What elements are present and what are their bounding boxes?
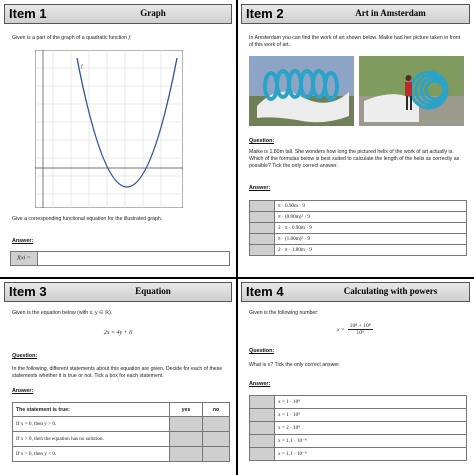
option-checkbox[interactable] [250,422,275,435]
option-checkbox[interactable] [250,245,275,256]
option-checkbox[interactable] [250,212,275,223]
option-row [250,245,467,256]
no-checkbox[interactable] [203,417,230,432]
option-label: x = 1,1 · 10⁻⁸ [275,448,467,461]
option-row [250,435,467,448]
item-4-label: Item 4 [246,284,284,299]
option-checkbox[interactable] [250,435,275,448]
helix-photo-1-drawing [249,56,354,126]
item-1-panel [4,4,232,274]
option-label: x = 1,1 · 10⁻⁸ [275,435,467,448]
item-2-title: Art in Amsterdam [355,8,426,18]
item-1-intro [12,35,132,42]
item-4-panel [241,282,470,472]
option-label: π · (0.90m)² · 9 [275,212,467,223]
yes-checkbox[interactable] [170,432,203,447]
yes-checkbox[interactable] [170,417,203,432]
item-3-question: In the following, different statements about this equation are given. Decide for each of these statements whether it is true or not. Tick a box for each statement. [12,366,223,379]
option-row [250,396,467,409]
helix-photo-2 [359,56,464,126]
item-1-intro-fn: f: [128,35,132,41]
item-1-header [4,4,232,24]
yes-column-header: yes [170,403,203,417]
statement-text: If x > 0, then y < 0. [13,447,170,462]
formula-numerator: 10⁸ + 10⁸ [349,323,371,329]
option-row [250,409,467,422]
item-3-answer-label: Answer: [12,388,34,394]
item-3-header [4,282,232,302]
item-1-answer-label: Answer: [12,238,34,244]
option-row [250,448,467,461]
item-1-label: Item 1 [9,6,47,21]
option-label: π · (1.80m)² · 9 [275,234,467,245]
item-1-task: Give a corresponding functional equation for the illustrated graph. [12,216,163,222]
item-4-answer-label: Answer: [249,381,271,387]
statements-header-row [13,403,230,417]
item-3-title: Equation [135,286,171,296]
statement-text: If x > 0, then the equation has no solution. [13,432,170,447]
formula-fraction [348,323,373,336]
item-4-question: What is x? Tick the only correct answer. [249,362,341,368]
item-1-graph [35,50,183,208]
graph-curve-label: f [81,65,83,70]
item-2-intro: In Amsterdam you can find the work of art shown below. Maike had her picture taken in front of this work of art. [249,35,461,48]
item-2-answer-label: Answer: [249,185,271,191]
statement-text: If x = 0, then y > 0. [13,417,170,432]
statement-row [13,432,230,447]
option-row [250,234,467,245]
option-checkbox[interactable] [250,409,275,422]
option-row [250,223,467,234]
item-1-answer-field[interactable] [38,252,229,265]
item-2-options-table [249,200,467,256]
option-label: π · 0.90m · 9 [275,201,467,212]
no-checkbox[interactable] [203,447,230,462]
formula-denominator: 10⁹ [356,330,364,336]
item-1-answer-prefix: f(x) = [11,252,38,265]
option-checkbox[interactable] [250,201,275,212]
item-1-answer-row [10,251,230,266]
option-row [250,212,467,223]
item-3-statements-table [12,402,230,462]
statement-row [13,417,230,432]
option-checkbox[interactable] [250,234,275,245]
option-row [250,422,467,435]
item-1-title: Graph [140,8,166,18]
helix-photo-1 [249,56,354,126]
item-3-intro: Given is the equation below (with x, y ∈ ℝ). [12,310,113,316]
formula-lhs: x = [337,326,345,333]
option-row [250,201,467,212]
option-label: x = 1 · 10⁸ [275,396,467,409]
item-2-label: Item 2 [246,6,284,21]
item-1-intro-text: Given is a part of the graph of a quadratic function [12,35,128,41]
option-label: x = 1 · 10⁹ [275,409,467,422]
option-label: 2 · π · 0.90m · 9 [275,223,467,234]
item-3-question-label: Question: [12,353,38,359]
item-2-question-label: Question: [249,138,275,144]
yes-checkbox[interactable] [170,447,203,462]
item-4-options-table [249,395,467,461]
item-3-label: Item 3 [9,284,47,299]
divider-horizontal [0,277,474,279]
item-4-title: Calculating with powers [343,286,438,296]
option-label: 2 · π · 1.80m · 9 [275,245,467,256]
item-4-header [241,282,470,302]
statements-header: The statement is true: [13,403,170,417]
divider-vertical [236,0,238,475]
option-checkbox[interactable] [250,448,275,461]
no-column-header: no [203,403,230,417]
helix-photo-2-drawing [359,56,464,126]
item-4-intro: Given is the following number: [249,310,319,316]
no-checkbox[interactable] [203,432,230,447]
item-2-question: Maike is 1.80m tall. She wonders how long the pictured helix of the work of art actually is. Which of the formulas below is best suited to calculate the length of the helix as correctly as possible? Tick the only correct answer. [249,149,460,169]
option-checkbox[interactable] [250,396,275,409]
item-4-question-label: Question: [249,348,275,354]
item-3-panel [4,282,232,472]
item-2-panel [241,4,470,274]
option-label: x = 2 · 10⁸ [275,422,467,435]
option-checkbox[interactable] [250,223,275,234]
item-2-header [241,4,470,24]
item-4-formula [337,323,373,336]
statement-row [13,447,230,462]
item-3-equation: 2x = 4y + 6 [103,330,133,336]
